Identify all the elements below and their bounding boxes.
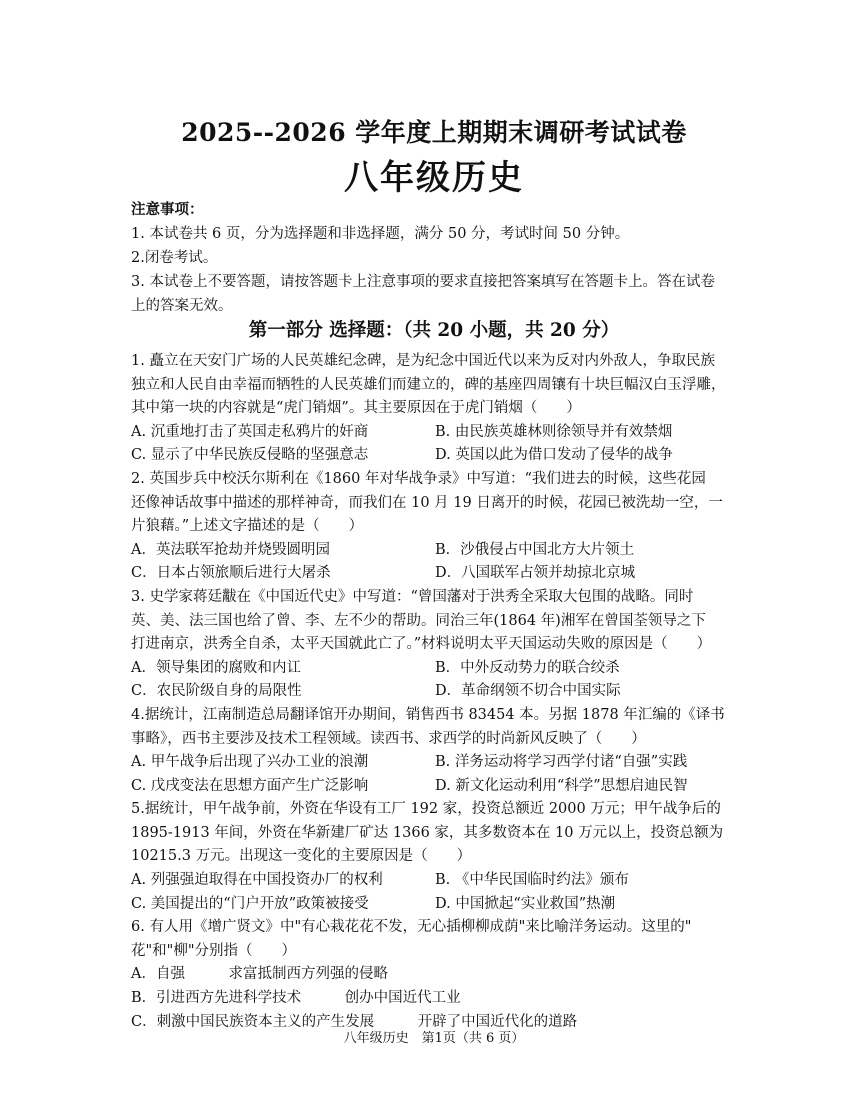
question-6	[131, 916, 756, 1034]
question-text-line: 英、美、法三国也给了曾、李、左不少的帮助。同治三年(1864 年)湘军在曾国荃领导之下	[131, 612, 706, 629]
question-1	[131, 350, 756, 468]
option-row	[131, 775, 756, 799]
question-text-line: 10215.3 万元。出现这一变化的主要原因是（ ）	[131, 848, 472, 865]
page-footer: 八年级历史 第1页（共 6 页）	[343, 1031, 525, 1046]
option-c: C. 戊戌变法在思想方面产生广泛影响	[131, 777, 369, 794]
option-c: C．刺激中国民族资本主义的产生发展 开辟了中国近代化的道路	[131, 1013, 578, 1030]
option-row	[131, 657, 756, 681]
option-a: A. 列强强迫取得在中国投资办厂的权利	[131, 872, 383, 889]
question-text-line: 独立和人民自由幸福而牺牲的人民英雄们而建立的，碑的基座四周镶有十块巨幅汉白玉浮雕，	[131, 376, 726, 393]
option-d: D．八国联军占领并劫掠北京城	[435, 565, 636, 582]
question-text-line: 5.据统计，甲午战争前，外资在华设有工厂 192 家，投资总额近 2000 万元；甲午战争后的	[131, 801, 721, 818]
option-d: D. 新文化运动利用“科学”思想启迪民智	[435, 777, 688, 794]
option-a: A. 沉重地打击了英国走私鸦片的奸商	[131, 423, 369, 440]
question-text-line: 花"和"柳"分别指（ ）	[131, 942, 297, 959]
option-a: A．英法联军抢劫并烧毁圆明园	[131, 541, 330, 558]
question-text-line: 3. 史学家蒋廷黻在《中国近代史》中写道：“曾国藩对于洪秀全采取大包围的战略。同时	[131, 588, 694, 605]
option-b: B. 洋务运动将学习西学付诸“自强”实践	[435, 754, 688, 771]
section-title: 第一部分 选择题：（共 20 小题，共 20 分）	[248, 320, 620, 341]
option-d: D. 英国以此为借口发动了侵华的战争	[435, 447, 673, 464]
question-text-line: 打进南京，洪秀全自杀，太平天国就此亡了。”材料说明太平天国运动失败的原因是（ ）	[131, 636, 712, 653]
questions-body	[131, 350, 756, 1034]
option-b: B．沙俄侵占中国北方大片领土	[435, 541, 635, 558]
option-c: C．农民阶级自身的局限性	[131, 683, 302, 700]
option-row	[131, 444, 756, 468]
question-2	[131, 468, 756, 586]
option-a: A．自强 求富抵制西方列强的侵略	[131, 966, 388, 983]
question-text-line: 还像神话故事中描述的那样神奇，而我们在 10 月 19 日离开的时候，花园已被洗劫一空，一	[131, 494, 723, 511]
option-c: C. 显示了中华民族反侵略的坚强意志	[131, 447, 369, 464]
question-text-line: 事略》，西书主要涉及技术工程领域。读西书、求西学的时尚新风反映了（ ）	[131, 730, 646, 747]
question-5	[131, 798, 756, 916]
option-row	[131, 562, 756, 586]
option-row	[131, 421, 756, 445]
notice-heading: 注意事项：	[131, 201, 204, 218]
option-b: B．引进西方先进科学技术 创办中国近代工业	[131, 990, 461, 1007]
question-text-line: 1895-1913 年间，外资在华新建厂矿达 1366 家，其多数资本在 10 万元以上，投资总额为	[131, 824, 724, 841]
exam-title: 2025--2026 学年度上期期末调研考试试卷	[181, 118, 687, 147]
option-row	[131, 893, 756, 917]
notice-item: 2.闭卷考试。	[131, 250, 218, 266]
question-3	[131, 586, 756, 704]
notice-block	[131, 198, 756, 318]
option-a: A. 甲午战争后出现了兴办工业的浪潮	[131, 754, 369, 771]
option-d: D. 中国掀起“实业救国”热潮	[435, 895, 616, 912]
notice-item: 3. 本试卷上不要答题，请按答题卡上注意事项的要求直接把答案填写在答题卡上。答在试卷	[131, 274, 715, 290]
question-text-line: 1. 矗立在天安门广场的人民英雄纪念碑，是为纪念中国近代以来为反对内外敌人，争取民族	[131, 353, 715, 369]
question-text-line: 4.据统计，江南制造总局翻译馆开办期间，销售西书 83454 本。另据 1878 年汇编的《译书	[131, 706, 725, 723]
option-d: D．革命纲领不切合中国实际	[435, 683, 621, 700]
option-a: A．领导集团的腐败和内讧	[131, 659, 301, 676]
option-row	[131, 751, 756, 775]
question-text-line: 片狼藉。”上述文字描述的是（ ）	[131, 518, 364, 535]
question-text-line: 6. 有人用《增广贤文》中"有心栽花花不发，无心插柳柳成荫"来比喻洋务运动。这里的"	[131, 919, 692, 936]
option-b: B．中外反动势力的联合绞杀	[435, 659, 620, 676]
option-c: C．日本占领旅顺后进行大屠杀	[131, 565, 331, 582]
option-row	[131, 869, 756, 893]
question-text-line: 其中第一块的内容就是“虎门销烟”。其主要原因在于虎门销烟（ ）	[131, 400, 581, 417]
notice-item: 上的答案无效。	[131, 298, 233, 314]
question-4	[131, 704, 756, 798]
option-b: B. 由民族英雄林则徐领导并有效禁烟	[435, 423, 673, 440]
question-text-line: 2. 英国步兵中校沃尔斯利在《1860 年对华战争录》中写道：“我们进去的时候，这些花园	[131, 470, 706, 487]
option-row	[131, 539, 756, 563]
exam-subject: 八年级历史	[344, 158, 524, 198]
option-b: B. 《中华民国临时约法》颁布	[435, 872, 629, 889]
option-c: C. 美国提出的“门户开放”政策被接受	[131, 895, 369, 912]
option-row	[131, 680, 756, 704]
notice-item: 1. 本试卷共 6 页，分为选择题和非选择题，满分 50 分，考试时间 50 分钟。	[131, 226, 630, 242]
